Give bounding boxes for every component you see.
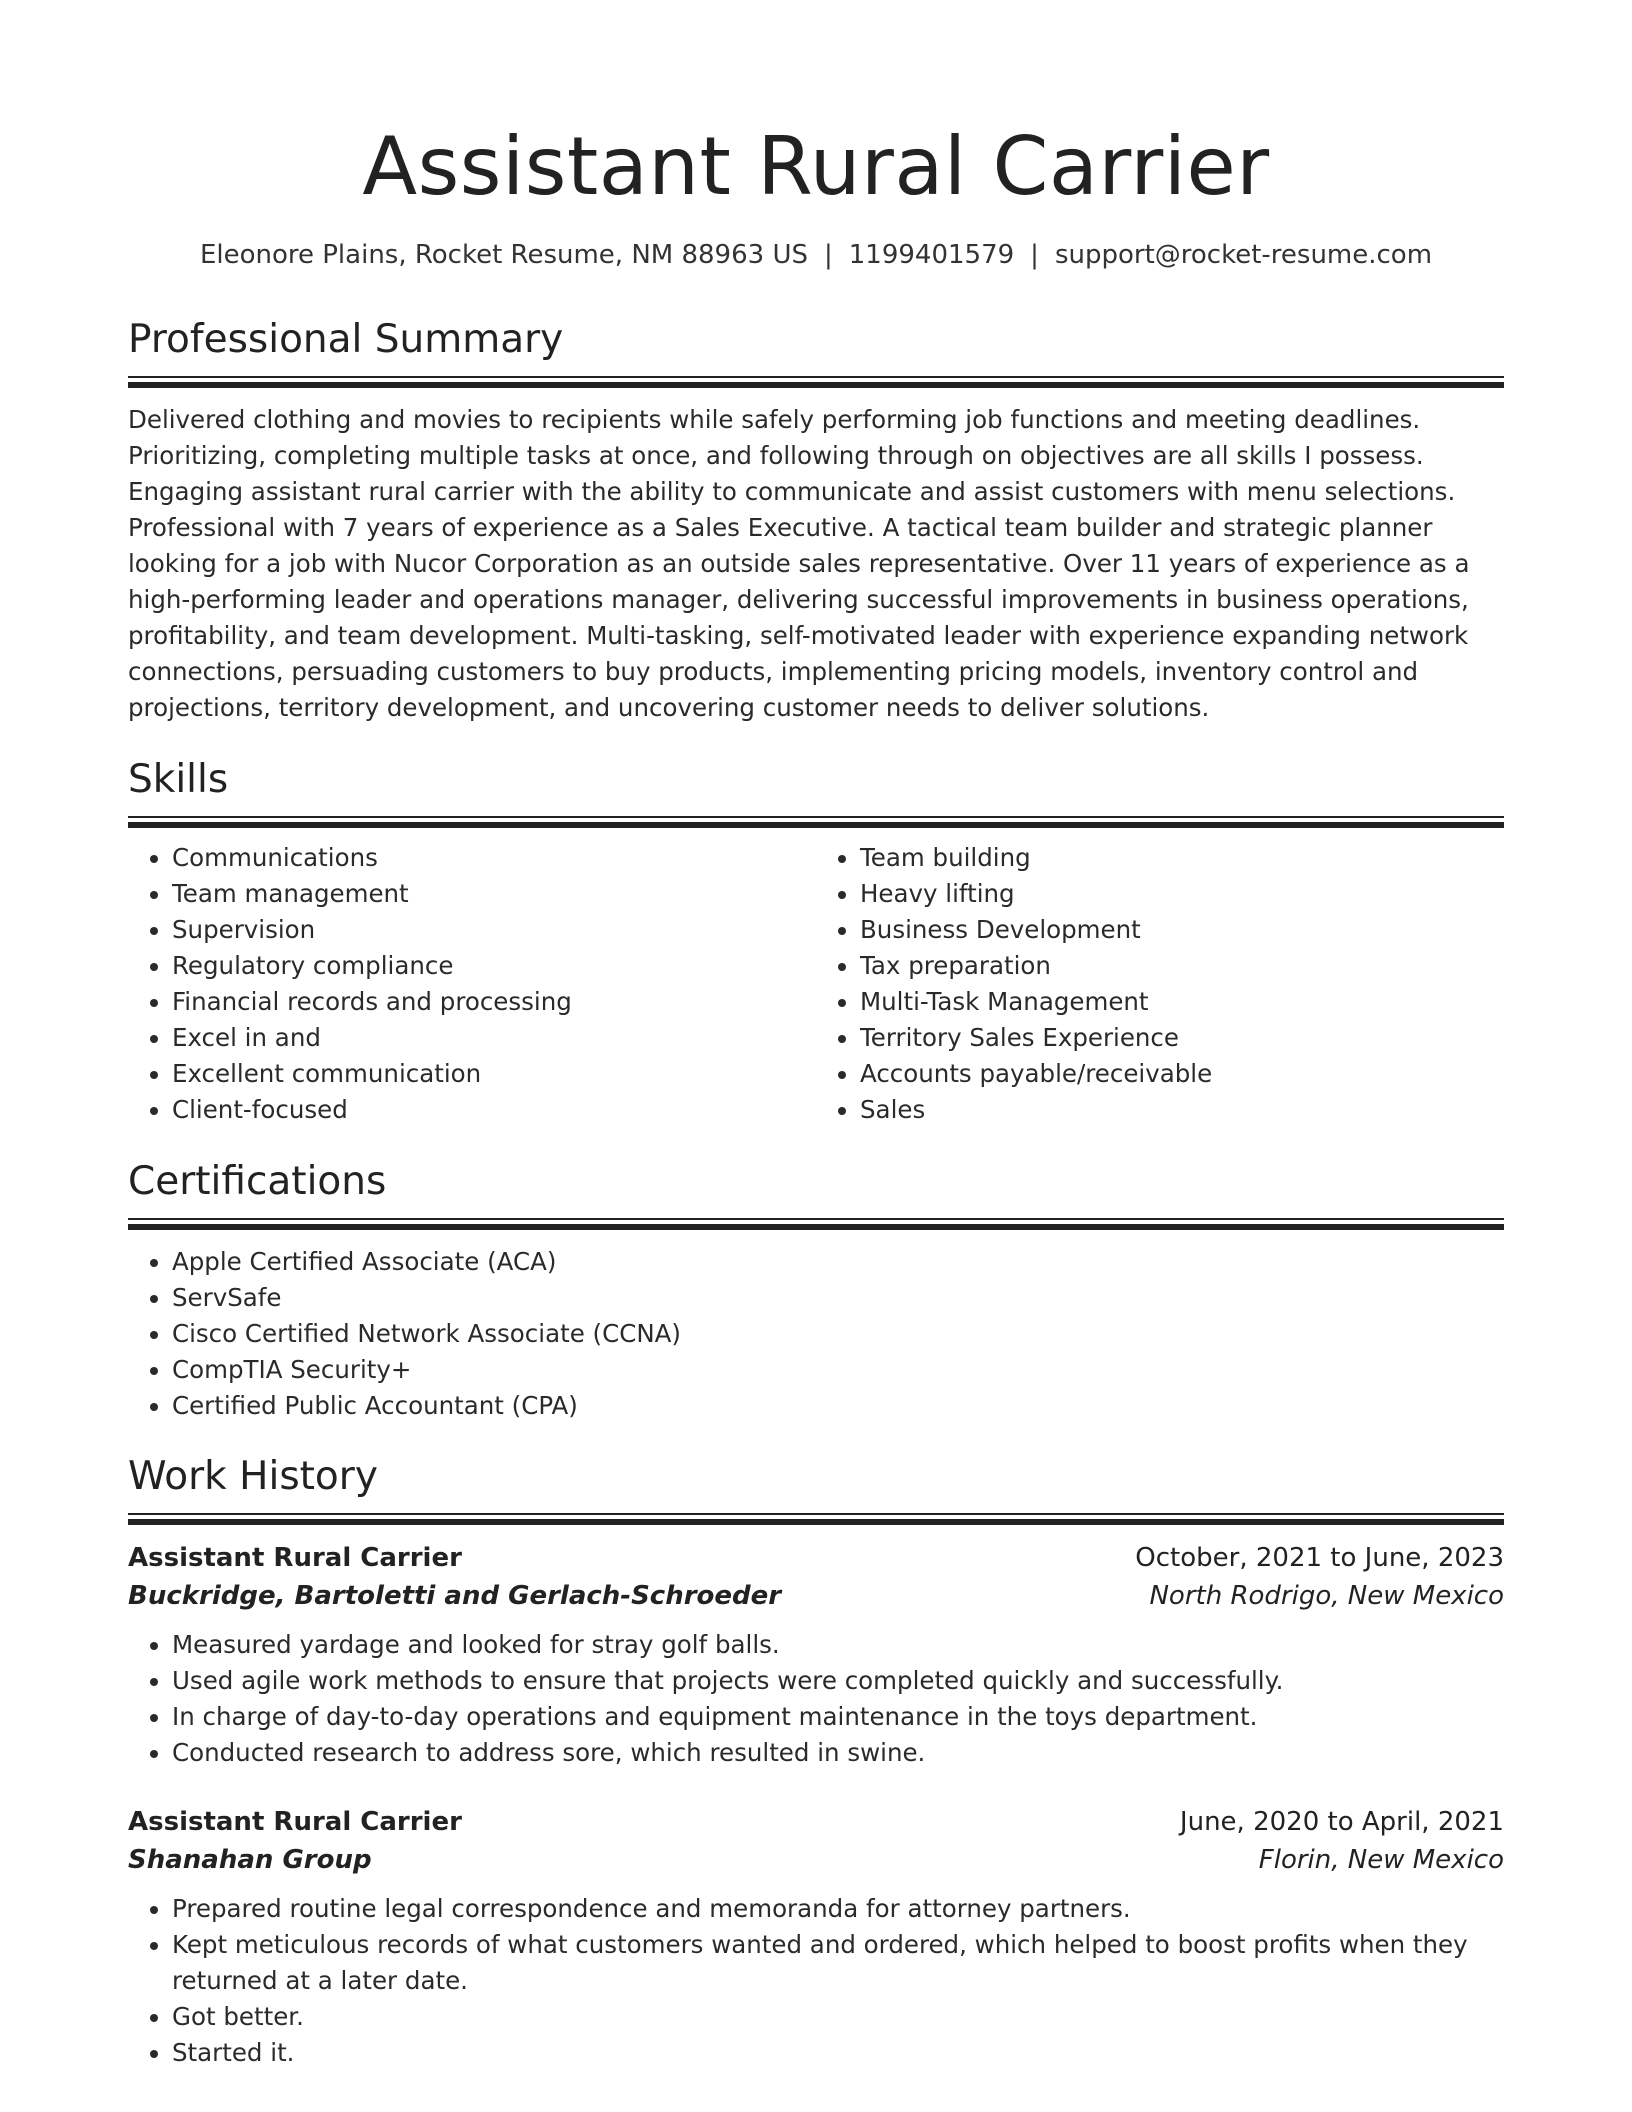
job-bullets xyxy=(128,1627,1504,1771)
certification-item: • ServSafe xyxy=(172,1280,1504,1316)
skill-item: • Multi-Task Management xyxy=(860,984,1504,1020)
section-divider xyxy=(128,1224,1504,1230)
certifications-heading: Certifications xyxy=(128,1159,387,1204)
contact-line xyxy=(128,240,1504,270)
skill-item: • Business Development xyxy=(860,912,1504,948)
skill-item: • Team management xyxy=(172,876,816,912)
section-divider xyxy=(128,822,1504,828)
job-dates: October, 2021 to June, 2023 xyxy=(1135,1543,1504,1573)
certification-item: • Certified Public Accountant (CPA) xyxy=(172,1388,1504,1424)
skill-item: • Excel in and xyxy=(172,1020,816,1056)
skill-item: • Territory Sales Experience xyxy=(860,1020,1504,1056)
contact-separator: | xyxy=(1030,240,1039,270)
section-divider xyxy=(128,1218,1504,1220)
skill-item: • Client-focused xyxy=(172,1092,816,1128)
skill-item: • Tax preparation xyxy=(860,948,1504,984)
section-divider xyxy=(128,1513,1504,1515)
job-subheader xyxy=(128,1577,1504,1615)
certification-item: • CompTIA Security+ xyxy=(172,1352,1504,1388)
job-company: Buckridge, Bartoletti and Gerlach-Schroeder xyxy=(128,1581,782,1611)
job-bullet: • Prepared routine legal correspondence and memoranda for attorney partners. xyxy=(172,1891,1504,1927)
skills-list-right xyxy=(816,840,1504,1128)
skill-item: • Excellent communication xyxy=(172,1056,816,1092)
job-bullet: • Kept meticulous records of what customers wanted and ordered, which helped to boost profits when they returned at a later date. xyxy=(172,1927,1504,1999)
skill-item: • Accounts payable/receivable xyxy=(860,1056,1504,1092)
work-history-heading: Work History xyxy=(128,1454,378,1499)
job-header xyxy=(128,1803,1504,1841)
resume-name: Assistant Rural Carrier xyxy=(362,120,1270,213)
skills-list-left xyxy=(128,840,816,1128)
skills-section xyxy=(128,758,1504,1128)
section-divider xyxy=(128,816,1504,818)
section-divider xyxy=(128,382,1504,388)
certifications-section xyxy=(128,1160,1504,1424)
job-bullet: • Conducted research to address sore, which resulted in swine. xyxy=(172,1735,1504,1771)
skill-item: • Regulatory compliance xyxy=(172,948,816,984)
job-bullet: • Used agile work methods to ensure that projects were completed quickly and successfully. xyxy=(172,1663,1504,1699)
certification-item: • Apple Certified Associate (ACA) xyxy=(172,1244,1504,1280)
section-divider xyxy=(128,1519,1504,1525)
job-bullet: • Got better. xyxy=(172,1999,1504,2035)
job-location: Florin, New Mexico xyxy=(1258,1845,1504,1875)
job-header xyxy=(128,1539,1504,1577)
certifications-list xyxy=(128,1244,1504,1424)
job-entry xyxy=(128,1539,1504,1771)
skills-columns xyxy=(128,840,1504,1128)
skill-item: • Communications xyxy=(172,840,816,876)
contact-email[interactable]: support@rocket-resume.com xyxy=(1054,240,1433,270)
job-dates: June, 2020 to April, 2021 xyxy=(1179,1807,1504,1837)
job-subheader xyxy=(128,1841,1504,1879)
job-title: Assistant Rural Carrier xyxy=(128,1543,462,1573)
contact-separator: | xyxy=(823,240,833,270)
work-history-section xyxy=(128,1455,1504,2071)
skill-item: • Supervision xyxy=(172,912,816,948)
certification-item: • Cisco Certified Network Associate (CCNA) xyxy=(172,1316,1504,1352)
section-divider xyxy=(128,376,1504,378)
job-title: Assistant Rural Carrier xyxy=(128,1807,462,1837)
job-location: North Rodrigo, New Mexico xyxy=(1149,1581,1504,1611)
summary-heading: Professional Summary xyxy=(128,317,564,362)
job-entry xyxy=(128,1803,1504,2071)
skill-item: • Sales xyxy=(860,1092,1504,1128)
job-bullets xyxy=(128,1891,1504,2071)
skill-item: • Financial records and processing xyxy=(172,984,816,1020)
contact-address: Eleonore Plains, Rocket Resume, NM 88963 US xyxy=(199,240,808,270)
skills-heading: Skills xyxy=(128,757,229,802)
job-bullet: • Measured yardage and looked for stray golf balls. xyxy=(172,1627,1504,1663)
contact-phone: 1199401579 xyxy=(848,240,1015,270)
job-company: Shanahan Group xyxy=(128,1845,372,1875)
skill-item: • Team building xyxy=(860,840,1504,876)
skill-item: • Heavy lifting xyxy=(860,876,1504,912)
summary-section xyxy=(128,318,1504,726)
job-bullet: • Started it. xyxy=(172,2035,1504,2071)
summary-text: Delivered clothing and movies to recipients while safely performing job functions and meeting deadlines. Prioritizing, completing multiple tasks at once, and following through on objectives are all skills I possess. Engaging assistant rural carrier with the ability to communicate and assist customers with menu selections. Professional with 7 years of experience as a Sales Executive. A tactical team builder and strategic planner looking for a job with Nucor Corporation as an outside sales representative. Over 11 years of experience as a high-performing leader and operations manager, delivering successful improvements in business operations, profitability, and team development. Multi-tasking, self-motivated leader with experience expanding network connections, persuading customers to buy products, implementing pricing models, inventory control and projections, territory development, and uncovering customer needs to deliver solutions. xyxy=(128,405,1470,722)
job-bullet: • In charge of day-to-day operations and equipment maintenance in the toys department. xyxy=(172,1699,1504,1735)
